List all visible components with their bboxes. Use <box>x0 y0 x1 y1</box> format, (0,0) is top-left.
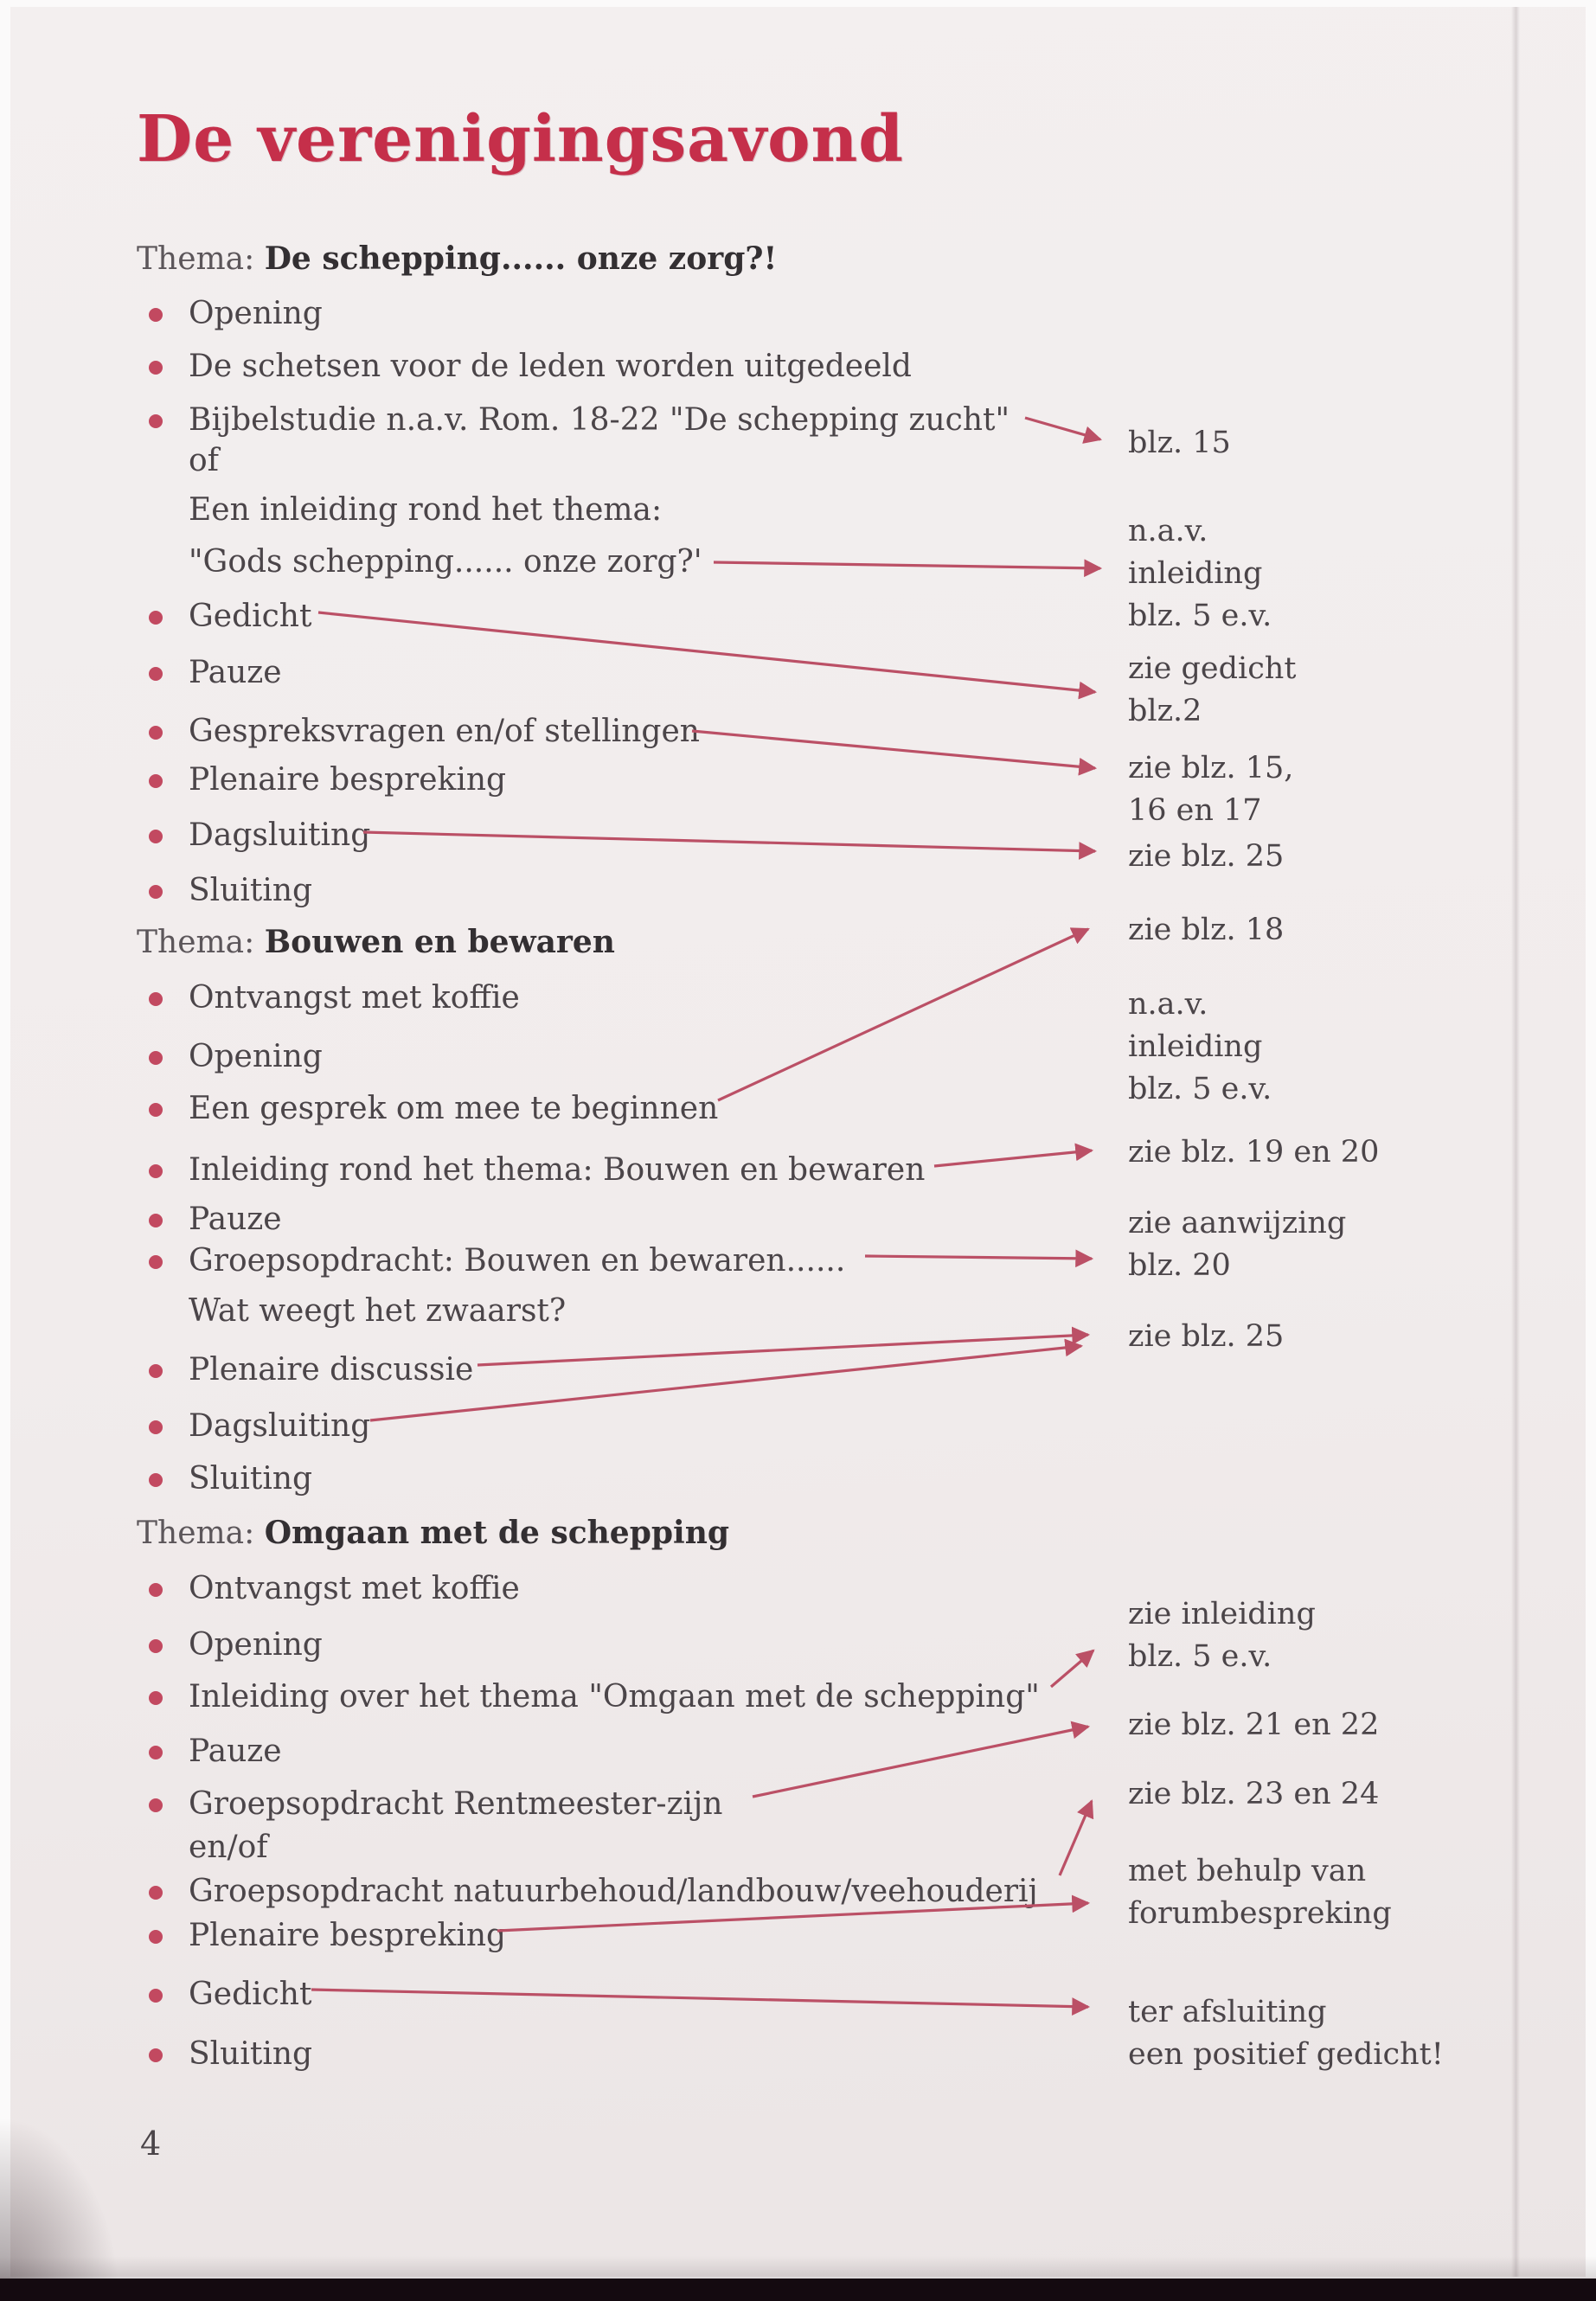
program-item-label: Sluiting <box>189 873 313 908</box>
page-reference-line: inleiding <box>1128 556 1263 591</box>
page-reference-line: zie blz. 19 en 20 <box>1128 1135 1380 1170</box>
page-reference-line: ter afsluiting <box>1128 1995 1327 2029</box>
bullet-icon <box>149 611 163 625</box>
program-item-label: Plenaire bespreking <box>189 1918 507 1953</box>
page-reference-line: n.a.v. <box>1128 987 1208 1022</box>
program-item <box>137 977 520 1020</box>
thema-heading <box>137 237 777 280</box>
bullet-icon <box>149 414 163 428</box>
bullet-icon <box>149 1164 163 1178</box>
program-item-label: Plenaire discussie <box>189 1352 474 1388</box>
page-reference <box>1128 1131 1379 1174</box>
page-reference <box>1128 747 1293 832</box>
program-item <box>137 595 311 638</box>
program-item-label: Groepsopdracht natuurbehoud/landbouw/veehouderij <box>189 1874 1038 1909</box>
page-reference <box>1128 1991 1444 2076</box>
program-item <box>137 1405 370 1448</box>
page-reference <box>1128 909 1284 952</box>
page-reference-line: n.a.v. <box>1128 514 1208 548</box>
program-item-label: Opening <box>189 1627 323 1663</box>
page-reference <box>1128 422 1231 465</box>
program-item <box>137 651 282 695</box>
program-item <box>137 1458 312 1501</box>
program-item <box>137 1087 718 1131</box>
program-item <box>137 1035 323 1079</box>
page-reference-line: blz. 5 e.v. <box>1128 1072 1272 1106</box>
page-reference-line: blz. 20 <box>1128 1248 1231 1283</box>
program-item-label: Ontvangst met koffie <box>189 1571 520 1606</box>
bullet-icon <box>149 1989 163 2003</box>
scan-edge-band <box>0 2279 1596 2301</box>
thema-title: De schepping...... onze zorg?! <box>264 240 778 277</box>
bullet-icon <box>149 1255 163 1269</box>
bullet-icon <box>149 1583 163 1597</box>
program-item-continuation <box>137 489 662 532</box>
bullet-icon <box>149 885 163 899</box>
page-reference-line: zie aanwijzing <box>1128 1206 1347 1240</box>
page-reference-line: met behulp van <box>1128 1854 1367 1888</box>
bullet-icon <box>149 1214 163 1227</box>
program-item-label: Dagsluiting <box>189 817 371 853</box>
thema-prefix: Thema: <box>137 925 265 960</box>
program-item <box>137 2033 312 2076</box>
bullet-icon <box>149 667 163 681</box>
program-item <box>137 1349 473 1392</box>
page-reference <box>1128 836 1284 878</box>
page-reference <box>1128 648 1296 733</box>
program-item-label: Groepsopdracht Rentmeester-zijn <box>189 1786 723 1822</box>
program-item-label: Inleiding rond het thema: Bouwen en bewaren <box>189 1152 926 1188</box>
program-item-label: Opening <box>189 1039 323 1074</box>
page-reference-line: blz.2 <box>1128 694 1202 728</box>
program-item-label: Pauze <box>189 1734 282 1769</box>
program-item-continuation <box>137 1826 268 1869</box>
bullet-icon <box>149 1420 163 1434</box>
program-item <box>137 869 312 913</box>
page-reference-line: een positief gedicht! <box>1128 2037 1444 2072</box>
page-reference-line: zie blz. 15, <box>1128 751 1294 785</box>
bullet-icon <box>149 1473 163 1487</box>
page-reference-line: 16 en 17 <box>1128 793 1262 828</box>
program-item-label: Pauze <box>189 655 282 690</box>
page-reference-line: blz. 5 e.v. <box>1128 1639 1272 1674</box>
page-reference <box>1128 1704 1379 1747</box>
program-item-label: Sluiting <box>189 2036 313 2072</box>
page-reference-line: zie blz. 21 en 22 <box>1128 1708 1380 1742</box>
program-item <box>137 710 700 753</box>
page-reference-line: zie blz. 25 <box>1128 839 1285 874</box>
program-item-label: De schetsen voor de leden worden uitgedeeld <box>189 349 912 384</box>
bullet-icon <box>149 308 163 322</box>
program-item <box>137 1198 282 1241</box>
bullet-icon <box>149 2048 163 2062</box>
thema-title: Bouwen en bewaren <box>264 924 615 960</box>
page-reference <box>1128 1773 1379 1816</box>
program-item <box>137 292 323 336</box>
program-item <box>137 1914 506 1958</box>
program-item <box>137 1624 323 1667</box>
paper-background <box>10 7 1586 2277</box>
program-item-label: Pauze <box>189 1202 282 1237</box>
program-item-label: Dagsluiting <box>189 1408 371 1444</box>
program-item-label: Inleiding over het thema "Omgaan met de schepping" <box>189 1679 1040 1715</box>
program-item <box>137 1149 925 1192</box>
page-reference <box>1128 1593 1316 1678</box>
program-item-label: Sluiting <box>189 1461 313 1497</box>
page-reference <box>1128 1850 1392 1935</box>
program-item <box>137 1973 311 2016</box>
bullet-icon <box>149 830 163 843</box>
bullet-icon <box>149 1746 163 1759</box>
bullet-icon <box>149 774 163 788</box>
program-item-label: Gespreksvragen en/of stellingen <box>189 714 700 749</box>
bullet-icon <box>149 1798 163 1812</box>
program-item-label: Wat weegt het zwaarst? <box>189 1293 567 1329</box>
thema-heading <box>137 920 615 964</box>
bullet-icon <box>149 726 163 740</box>
page-reference-line: forumbespreking <box>1128 1896 1392 1931</box>
bullet-icon <box>149 1051 163 1065</box>
thema-heading <box>137 1511 729 1554</box>
program-item-label: "Gods schepping...... onze zorg?' <box>189 544 702 580</box>
bullet-icon <box>149 1364 163 1378</box>
program-item <box>137 1783 722 1826</box>
thema-title: Omgaan met de schepping <box>264 1515 730 1551</box>
page-reference-line: zie blz. 23 en 24 <box>1128 1777 1380 1811</box>
program-item-label: Een gesprek om mee te beginnen <box>189 1091 719 1126</box>
bullet-icon <box>149 1691 163 1705</box>
page-reference-line: zie blz. 18 <box>1128 913 1285 947</box>
page-reference <box>1128 1316 1284 1358</box>
program-item <box>137 759 506 802</box>
page-reference-line: zie inleiding <box>1128 1597 1316 1631</box>
program-item-continuation <box>137 1290 566 1333</box>
bullet-icon <box>149 361 163 375</box>
thema-prefix: Thema: <box>137 1516 265 1551</box>
program-item-continuation <box>137 439 219 483</box>
program-item <box>137 1567 520 1611</box>
program-item <box>137 1870 1038 1913</box>
page-reference-line: zie blz. 25 <box>1128 1319 1285 1354</box>
thema-prefix: Thema: <box>137 241 265 277</box>
program-item-label: of <box>189 443 219 478</box>
bullet-icon <box>149 1639 163 1653</box>
page-reference <box>1128 984 1272 1111</box>
program-item-label: Gedicht <box>189 599 312 634</box>
program-item-label: Een inleiding rond het thema: <box>189 492 663 528</box>
program-item-continuation <box>137 541 702 584</box>
page-number: 4 <box>140 2125 162 2163</box>
program-item-label: Gedicht <box>189 1977 312 2012</box>
bullet-icon <box>149 992 163 1006</box>
bullet-icon <box>149 1886 163 1900</box>
page-title: De verenigingsavond <box>137 102 904 176</box>
page-reference-line: blz. 15 <box>1128 426 1231 460</box>
bullet-icon <box>149 1103 163 1117</box>
program-item-label: en/of <box>189 1830 268 1865</box>
program-item-label: Groepsopdracht: Bouwen en bewaren...... <box>189 1243 846 1279</box>
page-reference <box>1128 510 1272 638</box>
program-item <box>137 814 370 857</box>
program-item-label: Bijbelstudie n.a.v. Rom. 18-22 "De schepping zucht" <box>189 402 1010 438</box>
page-edge-shadow <box>1511 7 1520 2277</box>
page-reference-line: blz. 5 e.v. <box>1128 599 1272 633</box>
program-item-label: Plenaire bespreking <box>189 762 507 798</box>
program-item <box>137 1676 1040 1719</box>
program-item <box>137 1240 845 1283</box>
program-item <box>137 1730 282 1773</box>
page-reference-line: zie gedicht <box>1128 651 1297 686</box>
page-reference-line: inleiding <box>1128 1029 1263 1064</box>
program-item-label: Ontvangst met koffie <box>189 980 520 1016</box>
program-item <box>137 345 912 388</box>
page-reference <box>1128 1202 1346 1287</box>
bullet-icon <box>149 1930 163 1944</box>
program-item-label: Opening <box>189 296 323 331</box>
program-item <box>137 399 1010 442</box>
